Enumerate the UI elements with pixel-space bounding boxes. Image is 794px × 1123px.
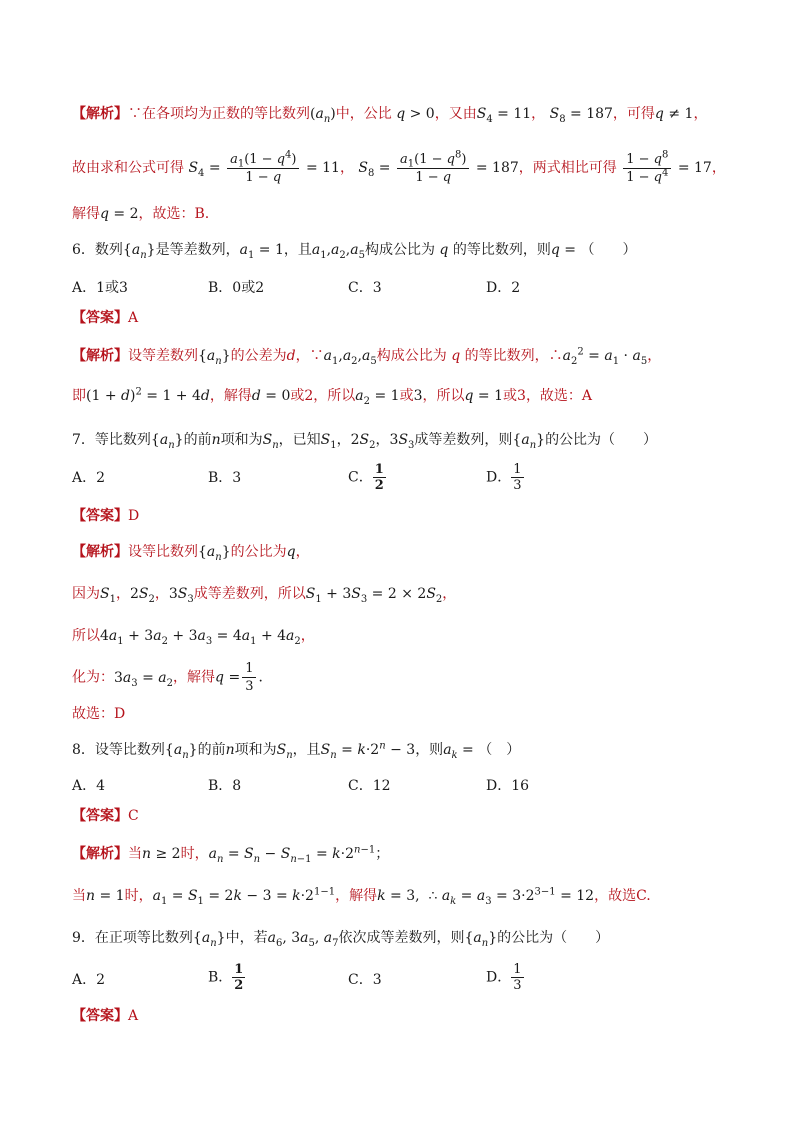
q7-option-b[interactable]: B．3 <box>208 470 242 486</box>
q5-solution-line-1: 【解析】∵在各项均为正数的等比数列$(a_n)$中，公比 q > 0，又由$S_4 = 11$， $S_8 = 187$，可得q ≠ 1， <box>72 106 708 125</box>
q9-answer: 【答案】A <box>72 1008 139 1024</box>
q7-solution-line-3: 所以$4a_1 + 3a_2 + 3a_3 = 4a_1 + 4a_2$， <box>72 628 315 647</box>
math: $(a_n)$ <box>310 106 336 125</box>
q6-solution-line-2: 即$(1 + d)^2 = 1 + 4d$，解得d = 0或2，所以$a_2 = 1$或3，所以q = 1或3，故选：A <box>72 386 593 407</box>
q5-solution-line-2: 故由求和公式可得 $S_4$ = $\frac{a_1(1 - q^4)}{1 - q}$ = 11， $S_8$ = $\frac{a_1(1 - q^8)}{1 - q}$ = 187，两式相比可得 $\frac{1 - q^8}{1 - q^4}$ = 17， <box>72 149 726 185</box>
fraction: $\frac{a_1(1 - q^4)}{1 - q}$ <box>227 151 299 186</box>
question-8-stem: 8．设等比数列$\{a_n\}$的前n项和为$S_n$，且$S_n = k\cdot 2^n - 3$，则$a_k$ = （ ） <box>72 740 521 761</box>
q8-option-b[interactable]: B．8 <box>208 778 242 794</box>
q6-answer: 【答案】A <box>72 310 139 326</box>
q8-option-a[interactable]: A．4 <box>72 778 106 794</box>
q8-option-c[interactable]: C．12 <box>348 778 391 794</box>
q7-solution-line-2: 因为$S_1$，$2S_2$，$3S_3$成等差数列，所以$S_1 + 3S_3 = 2 \times 2S_2$， <box>72 586 457 605</box>
q6-solution-line-1: 【解析】设等差数列$\{a_n\}$的公差为d，$\because a_1,a_2,a_5$构成公比为 q 的等比数列，$\therefore a_2^2 = a_1 \cdot a_5$， <box>72 346 662 367</box>
analysis-tag: 【解析】 <box>72 106 128 122</box>
q6-option-d[interactable]: D．2 <box>486 280 521 296</box>
fraction: $\frac{a_1(1 - q^8)}{1 - q}$ <box>397 151 469 186</box>
q7-solution-line-1: 【解析】设等比数列$\{a_n\}$的公比为q， <box>72 544 310 563</box>
question-6-stem: 6．数列$\{a_n\}$是等差数列，$a_1 = 1$，且$a_1,a_2,a_5$构成公比为 q 的等比数列，则q = （ ） <box>72 242 637 261</box>
q8-solution-line-2: 当n = 1时，$a_1 = S_1 = 2k - 3 = k\cdot 2^{1-1}$，解得k = 3, ∴ $a_k = a_3 = 3\cdot 2^{3-1} = 12$，故选C. <box>72 886 651 907</box>
q7-answer: 【答案】D <box>72 508 140 524</box>
q9-option-a[interactable]: A．2 <box>72 972 106 988</box>
question-7-stem: 7．等比数列$\{a_n\}$的前n项和为$S_n$，已知$S_1$，$2S_2$，$3S_3$成等差数列，则$\{a_n\}$的公比为（ ） <box>72 432 658 451</box>
q9-option-b[interactable]: B． $\frac{1}{2}$ <box>208 962 244 993</box>
q6-option-a[interactable]: A．1或3 <box>72 280 128 296</box>
q8-solution-line-1: 【解析】当n ≥ 2时，$a_n = S_n - S_{n-1} = k\cdot 2^{n-1}$； <box>72 844 390 865</box>
fraction: $\frac{1 - q^8}{1 - q^4}$ <box>623 151 671 186</box>
q9-option-c[interactable]: C．3 <box>348 972 382 988</box>
q8-answer: 【答案】C <box>72 808 139 824</box>
q9-option-d[interactable]: D． $\frac{1}{3}$ <box>486 962 522 993</box>
q6-option-b[interactable]: B．0或2 <box>208 280 265 296</box>
q8-option-d[interactable]: D．16 <box>486 778 530 794</box>
q6-option-c[interactable]: C．3 <box>348 280 382 296</box>
q7-option-a[interactable]: A．2 <box>72 470 106 486</box>
question-9-stem: 9．在正项等比数列$\{a_n\}$中，若$a_6$, $3a_5$, $a_7$依次成等差数列，则$\{a_n\}$的公比为（ ） <box>72 930 610 949</box>
q7-option-c[interactable]: C． $\frac{1}{2}$ <box>348 462 384 493</box>
q5-solution-line-3: 解得q = 2，故选：B. <box>72 206 210 222</box>
q7-solution-line-5: 故选：D <box>72 706 126 722</box>
q7-option-d[interactable]: D． $\frac{1}{3}$ <box>486 462 522 493</box>
q7-solution-line-4: 化为：$3a_3 = a_2$，解得q = $\frac{1}{3}$ ． <box>72 661 273 694</box>
